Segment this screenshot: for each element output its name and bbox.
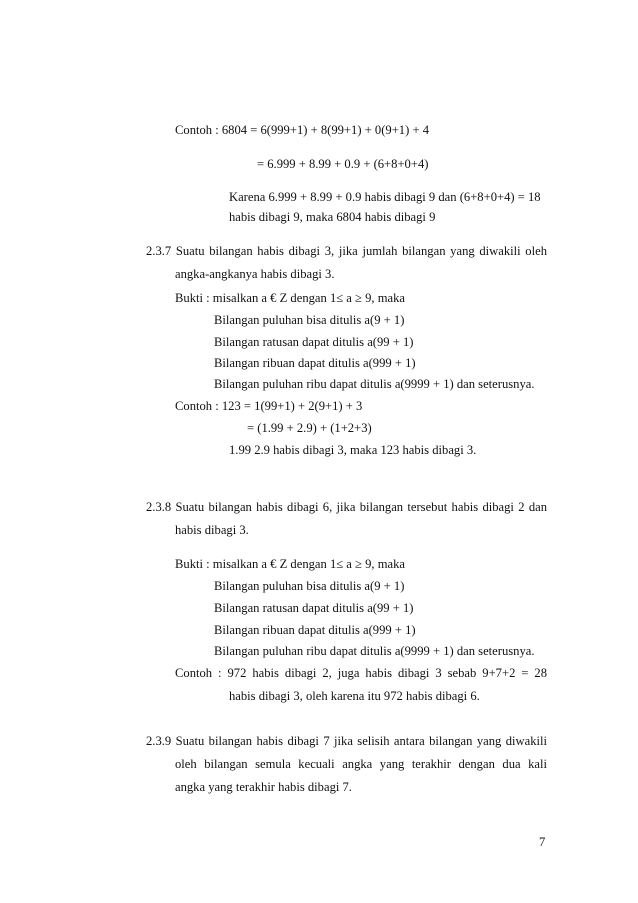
example-line: 1.99 2.9 habis dibagi 3, maka 123 habis dibagi 3. (229, 443, 477, 457)
proof-line: Bilangan ratusan dapat ditulis a(99 + 1) (214, 335, 414, 349)
section-text: oleh bilangan semula kecuali angka yang terakhir dengan dua kali (175, 757, 547, 771)
section-2-3-9-heading: 2.3.9 Suatu bilangan habis dibagi 7 jika selisih antara bilangan yang diwakili (146, 734, 547, 748)
proof-line: Bilangan puluhan bisa ditulis a(9 + 1) (214, 579, 405, 593)
page-number: 7 (539, 835, 546, 849)
proof-line: Bilangan ribuan dapat ditulis a(999 + 1) (214, 623, 416, 637)
section-2-3-7-heading: 2.3.7 Suatu bilangan habis dibagi 3, jika jumlah bilangan yang diwakili oleh (146, 244, 547, 258)
example-line: habis dibagi 9, maka 6804 habis dibagi 9 (229, 210, 436, 224)
example-line: Contoh : 6804 = 6(999+1) + 8(99+1) + 0(9+1) + 4 (175, 123, 429, 137)
proof-line: Bilangan ratusan dapat ditulis a(99 + 1) (214, 601, 414, 615)
section-2-3-8-heading: 2.3.8 Suatu bilangan habis dibagi 6, jika bilangan tersebut habis dibagi 2 dan (146, 500, 547, 514)
example-line: Contoh : 972 habis dibagi 2, juga habis dibagi 3 sebab 9+7+2 = 28 (175, 666, 547, 680)
proof-line: Bukti : misalkan a € Z dengan 1≤ a ≥ 9, maka (175, 557, 405, 571)
proof-line: Bilangan puluhan ribu dapat ditulis a(9999 + 1) dan seterusnya. (214, 377, 535, 391)
proof-line: Bukti : misalkan a € Z dengan 1≤ a ≥ 9, maka (175, 291, 405, 305)
section-text: angka-angkanya habis dibagi 3. (175, 267, 335, 281)
section-text: angka yang terakhir habis dibagi 7. (175, 780, 352, 794)
example-line: = 6.999 + 8.99 + 0.9 + (6+8+0+4) (257, 157, 429, 171)
example-line: = (1.99 + 2.9) + (1+2+3) (247, 421, 372, 435)
proof-line: Bilangan puluhan ribu dapat ditulis a(9999 + 1) dan seterusnya. (214, 644, 535, 658)
example-line: habis dibagi 3, oleh karena itu 972 habis dibagi 6. (229, 689, 480, 703)
section-text: habis dibagi 3. (175, 523, 249, 537)
proof-line: Bilangan ribuan dapat ditulis a(999 + 1) (214, 356, 416, 370)
proof-line: Bilangan puluhan bisa ditulis a(9 + 1) (214, 313, 405, 327)
example-line: Karena 6.999 + 8.99 + 0.9 habis dibagi 9 dan (6+8+0+4) = 18 (229, 190, 541, 204)
example-line: Contoh : 123 = 1(99+1) + 2(9+1) + 3 (175, 399, 363, 413)
